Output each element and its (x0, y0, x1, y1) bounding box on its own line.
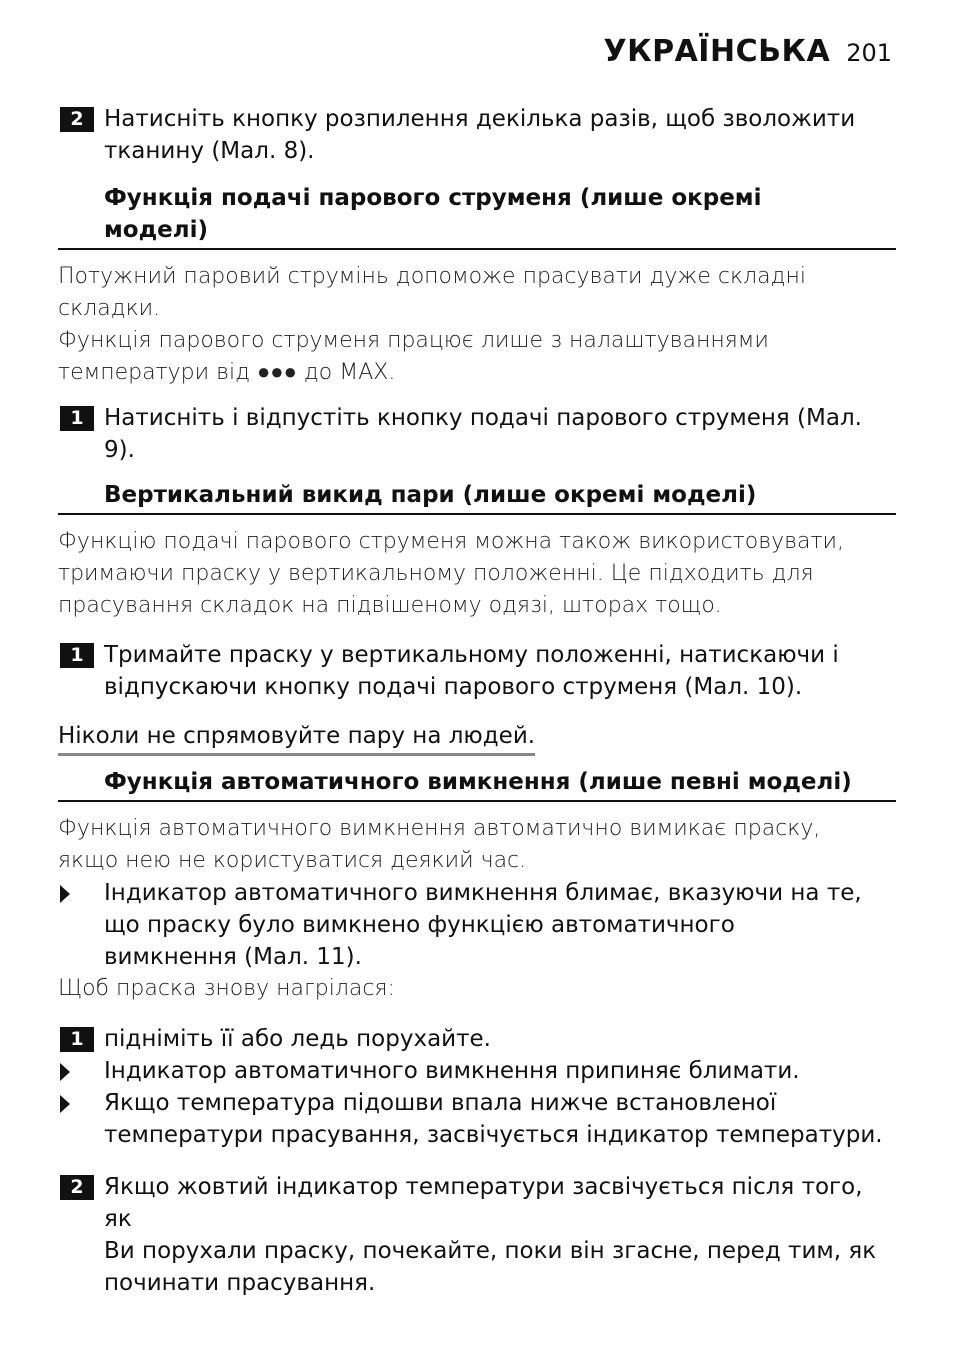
bullet-text-line: що праску було вимкнено функцією автоматичного (104, 912, 735, 938)
paragraph-line: тримаючи праску у вертикальному положенні. Це підходить для (58, 561, 814, 586)
heading-line: Функція автоматичного вимкнення (лише певні моделі) (104, 769, 852, 795)
bullet-triangle-icon (60, 1063, 70, 1081)
bullet-text-line: вимкнення (Мал. 11). (104, 944, 362, 970)
step-number: 2 (60, 107, 94, 132)
bullet-text-line: температури прасування, засвічується індикатор температури. (104, 1122, 883, 1148)
bullet-triangle-icon (60, 885, 70, 903)
bullet-auto-off-indicator (58, 877, 896, 973)
section-heading-auto-off (58, 766, 896, 802)
bullet-indicator-stops (58, 1055, 896, 1087)
section-heading-vertical-steam (58, 479, 896, 515)
paragraph-line: прасування складок на підвішеному одязі, шторах тощо. (58, 593, 722, 618)
bullet-text-line: Індикатор автоматичного вимкнення блимає, вказуючи на те, (104, 880, 862, 906)
language-title: УКРАЇНСЬКА (603, 34, 831, 69)
step-text-line: підніміть її або ледь поруxайте. (104, 1026, 491, 1052)
paragraph-auto-off (58, 813, 896, 877)
step-steam-jet (58, 402, 896, 466)
heading-line: Функція подачі парового струменя (лише окремі (104, 185, 762, 211)
paragraph-line: Щоб праска знову нагрілася: (58, 976, 395, 1001)
paragraph-line: Функція парового струменя працює лише з налаштуваннями (58, 328, 769, 353)
step-text-line: починати прасування. (104, 1270, 376, 1296)
step-text-line: Якщо жовтий індикатор температури засвічується після того, як (104, 1174, 863, 1232)
warning-text: Ніколи не спрямовуйте пару на людей. (58, 720, 535, 756)
step-vertical-steam (58, 639, 896, 703)
paragraph-line: Функцію подачі парового струменя можна також використовувати, (58, 529, 845, 554)
warning-block (58, 720, 896, 756)
step-text-line: Ви поруxали праску, почекайте, поки він згасне, перед тим, як (104, 1238, 877, 1264)
step-number: 2 (60, 1175, 94, 1200)
page-content (58, 100, 896, 1299)
paragraph-line: температури від ●●● до MAX. (58, 360, 396, 385)
step-wait-indicator (58, 1171, 896, 1299)
page-number: 201 (846, 39, 892, 67)
step-lift-iron (58, 1023, 896, 1055)
bullet-text-line: Індикатор автоматичного вимкнення припиняє блимати. (104, 1058, 800, 1084)
bullet-triangle-icon (60, 1095, 70, 1113)
step-text-line: Тримайте праску у вертикальному положенні, натискаючи і (104, 642, 839, 668)
paragraph-line: Функція автоматичного вимкнення автоматично вимикає праску, (58, 816, 821, 841)
bullet-temperature-drop (58, 1087, 896, 1151)
step-text-line: Натисніть кнопку розпилення декілька разів, щоб зволожити (104, 106, 856, 132)
paragraph-steam-jet (58, 261, 896, 389)
step-text-line: Натисніть і відпустіть кнопку подачі парового струменя (Мал. 9). (104, 405, 862, 463)
step-text-line: тканину (Мал. 8). (104, 138, 315, 164)
step-number: 1 (60, 1027, 94, 1052)
paragraph-reheat (58, 973, 896, 1005)
section-heading-steam-jet (58, 182, 896, 250)
step-number: 1 (60, 406, 94, 431)
bullet-text-line: Якщо температура підошви впала нижче встановленої (104, 1090, 777, 1116)
paragraph-line: якщо нею не користуватися деякий час. (58, 848, 527, 873)
step-spray (58, 103, 896, 167)
heading-line: моделі) (104, 217, 209, 243)
paragraph-line: складки. (58, 296, 161, 321)
page-header (603, 34, 892, 69)
paragraph-line: Потужний паровий струмінь допоможе прасувати дуже складні (58, 264, 806, 289)
heading-line: Вертикальний викид пари (лише окремі моделі) (104, 482, 757, 508)
step-text-line: відпускаючи кнопку подачі парового струменя (Мал. 10). (104, 674, 803, 700)
step-number: 1 (60, 643, 94, 668)
paragraph-vertical-steam (58, 526, 896, 622)
